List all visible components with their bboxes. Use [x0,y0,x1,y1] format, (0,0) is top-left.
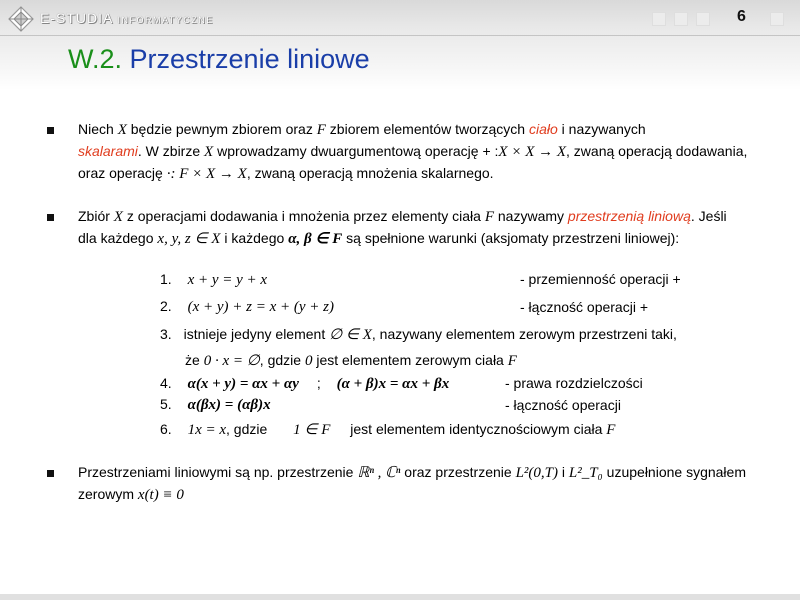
header-square [770,12,784,26]
text: z operacjami dodawania i mnożenia przez elementy ciała [122,208,485,224]
page-number: 6 [737,8,746,25]
bullet-marker [47,127,54,134]
axiom-1 [160,271,267,289]
text: i każdego [220,230,289,246]
text: jest elementem zerowym ciała [312,352,508,368]
math: X [204,144,214,160]
math: L²(0,T) [515,465,558,481]
math: α, β ∈ F [288,231,343,247]
axiom-3 [160,325,677,344]
term-cialo: ciało [528,121,558,137]
brand-name [40,10,214,26]
slide-title [68,44,370,75]
axiom-2 [160,298,334,316]
footer-bar [0,594,800,600]
paragraph-definition-space [78,206,738,250]
axiom-formula: α(βx) = (αβ)x [187,397,271,413]
math: ∅ ∈ X [329,327,372,343]
axiom-number: 1. [160,271,172,287]
axiom-number: 3. [160,326,172,342]
axiom-1-desc: - przemienność operacji + [520,271,681,287]
paragraph-examples [78,462,778,506]
header-square [652,12,666,26]
term-skalarami: skalarami [78,143,138,159]
text: że [185,352,204,368]
text: uzupełnione sygnałem zerowym [78,464,746,502]
bullet-marker [47,470,54,477]
text: będzie pewnym zbiorem oraz [126,121,317,137]
header-squares [652,12,710,26]
header-divider [0,35,800,36]
separator: ; [316,375,321,391]
text: . Jeśli dla każdego [78,208,727,246]
brand-sub: INFORMATYCZNE [117,15,214,25]
text: . W zbirze [137,143,205,159]
axiom-number: 6. [160,421,172,437]
text: , zwaną operacją mnożenia skalarnego. [246,165,494,181]
header-band [0,0,800,90]
title-text: Przestrzenie liniowe [129,44,370,74]
math: 0 · x = ∅ [203,353,260,369]
axiom-formula: (α + β)x = αx + βx [336,376,450,392]
text: , gdzie [259,352,305,368]
math: F [606,422,616,438]
text: Zbiór [78,208,114,224]
text: , zwaną operacją dodawania, oraz operację [78,143,748,181]
math: X [113,209,123,225]
math: L²_T₀ [568,465,603,481]
text: Niech [78,121,118,137]
axiom-number: 5. [160,396,172,412]
math: 0 [304,353,313,369]
math: F [507,353,517,369]
axiom-4-desc: - prawa rozdzielczości [505,375,643,391]
math: 1 ∈ F [293,422,331,438]
math: F [484,209,494,225]
axiom-formula: x + y = y + x [187,272,268,288]
text: Przestrzeniami liniowymi są np. przestrzenie [78,464,358,480]
axiom-5-desc: - łączność operacji [505,397,621,413]
axiom-number: 4. [160,375,172,391]
bullet-marker [47,214,54,221]
math: ℝⁿ , ℂⁿ [357,465,401,481]
math: X × X → X [498,144,567,160]
math: ·: F × X → X [166,166,247,182]
axiom-2-desc: - łączność operacji + [520,299,649,315]
logo-icon [8,6,34,32]
text: są spełnione warunki (aksjomaty przestrzeni liniowej): [342,230,680,246]
brand-main: E-STUDIA [40,10,113,26]
math: x, y, z ∈ X [157,231,221,247]
text: nazywamy [494,208,568,224]
axiom-4 [160,375,449,393]
paragraph-definition-field [78,119,778,185]
text: , nazywany elementem zerowym przestrzeni taki, [371,326,677,342]
header-square [674,12,688,26]
axiom-formula: α(x + y) = αx + αy [187,376,299,392]
axiom-5 [160,396,271,414]
axiom-number: 2. [160,298,172,314]
text: , gdzie [226,421,268,437]
text: i [557,464,569,480]
text: wprowadzamy dwuargumentową operację + : [213,143,499,159]
term-przestrzen-liniowa: przestrzenią liniową [567,208,691,224]
text: i nazywanych [557,121,646,137]
math: x(t) ≡ 0 [137,487,184,503]
axiom-formula: (x + y) + z = x + (y + z) [187,299,334,315]
text: oraz przestrzenie [404,464,516,480]
header-square [696,12,710,26]
text: istnieje jedyny element [183,326,330,342]
math: 1x = x [187,422,227,438]
text: jest elementem identycznościowym ciała [350,421,607,437]
math: X [117,122,127,138]
math: F [316,122,326,138]
axiom-3-cont [185,351,517,370]
text: zbiorem elementów tworzących [325,121,529,137]
title-number: W.2. [68,44,123,74]
axiom-6 [160,420,615,439]
